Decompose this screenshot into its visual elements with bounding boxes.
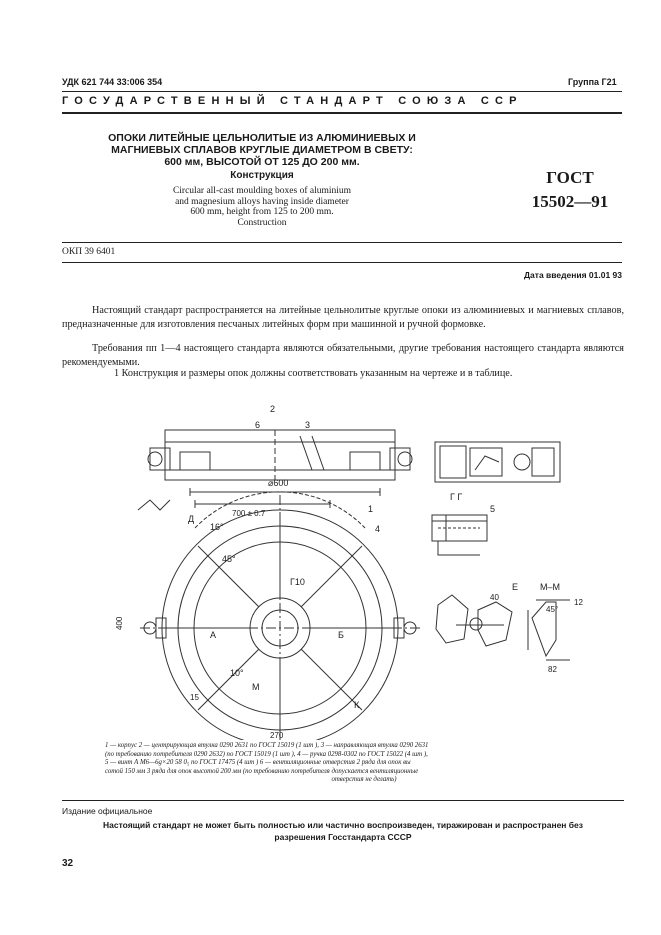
state-standard-banner: ГОСУДАРСТВЕННЫЙ СТАНДАРТ СОЮЗА ССР xyxy=(62,95,523,107)
label-400: 400 xyxy=(115,616,124,630)
side-elevation-view xyxy=(138,430,412,510)
introduction-date: Дата введения 01.01 93 xyxy=(524,270,622,280)
label-dim-270: 270 xyxy=(270,731,284,740)
title-line-3: 600 мм, ВЫСОТОЙ ОТ 125 ДО 200 мм. xyxy=(164,156,360,168)
label-d600: ⌀600 xyxy=(268,478,289,488)
header-rule-bottom xyxy=(62,112,622,114)
label-dim-82: 82 xyxy=(548,665,557,674)
english-title xyxy=(62,186,462,228)
label-section-gg: Г Г xyxy=(450,492,463,502)
label-dim-40: 40 xyxy=(490,593,499,602)
english-title-line-4: Construction xyxy=(237,217,287,228)
label-section-mm: М–М xyxy=(540,582,560,592)
copyright-line-2: разрешения Госстандарта СССР xyxy=(274,832,412,842)
label-d700: 700 ± 0.7 xyxy=(232,509,266,518)
okp-rule xyxy=(62,262,622,263)
title-subheading: Конструкция xyxy=(230,170,294,181)
label-b: Б xyxy=(338,630,344,640)
detail-d-e-view xyxy=(436,595,512,646)
label-angle-10: 10° xyxy=(230,668,244,678)
caption-line-4: сотой 150 мм 3 ряда для опок высотой 200 мм (по требованию потребителя допускается вентиляционные xyxy=(105,767,419,775)
copyright-notice xyxy=(62,819,624,843)
label-num-2: 2 xyxy=(270,404,276,414)
label-num-6: 6 xyxy=(255,420,261,430)
english-title-line-3: 600 mm, height from 125 to 200 mm. xyxy=(190,207,334,217)
copyright-line-1: Настоящий стандарт не может быть полностью или частично воспроизведен, тиражирован и распространен без xyxy=(102,820,583,830)
label-e: Е xyxy=(512,582,519,592)
title-line-1: ОПОКИ ЛИТЕЙНЫЕ ЦЕЛЬНОЛИТЫЕ ИЗ АЛЮМИНИЕВЫХ И xyxy=(108,132,416,144)
label-g10: Г10 xyxy=(290,577,305,587)
title-rule xyxy=(62,242,622,243)
footer-rule xyxy=(62,800,624,801)
drawing-caption xyxy=(105,742,623,785)
label-num-1: 1 xyxy=(368,504,374,514)
label-dim-15: 15 xyxy=(190,693,199,702)
label-m: М xyxy=(252,682,260,692)
english-title-line-1: Circular all-cast moulding boxes of aluminium xyxy=(172,186,352,196)
paragraph-requirements: Требования пп 1—4 настоящего стандарта являются обязательными, другие требования настоящего стандарта являются рекомендуемыми. xyxy=(62,343,624,368)
paragraph-construction: 1 Конструкция и размеры опок должны соответствовать указанным на чертеже и в таблице. xyxy=(114,368,513,379)
page-number: 32 xyxy=(62,858,74,869)
header-rule-top xyxy=(62,91,622,92)
udk-code: УДК 621 744 33:006 354 xyxy=(62,77,163,87)
group-code: Группа Г21 xyxy=(568,77,617,87)
label-num-4: 4 xyxy=(375,524,381,534)
label-a: А xyxy=(210,630,217,640)
label-dim-12: 12 xyxy=(574,598,583,607)
label-num-3: 3 xyxy=(305,420,311,430)
section-g-g-view xyxy=(435,442,560,482)
label-angle-16: 16° xyxy=(210,522,224,532)
okp-code: ОКП 39 6401 xyxy=(62,247,116,257)
caption-line-3: 5 — винт А М6—6g×20 58 0₅ по ГОСТ 17475 (4 шт ) 6 — вентиляционные отверстия 2 ряда для опок вы xyxy=(105,759,411,767)
label-d: Д xyxy=(188,514,195,524)
english-title-line-2: and magnesium alloys having inside diameter xyxy=(175,196,349,207)
label-k: К xyxy=(354,700,360,710)
edition-note: Издание официальное xyxy=(62,806,153,816)
label-angle-45: 45° xyxy=(222,554,236,564)
caption-line-2: (по требованию потребителя 0290 2632) по ГОСТ 15019 (1 шт ), 4 — ручка 0298-0302 по ГОСТ 15022 (4 шт ), xyxy=(105,750,428,758)
label-num-5: 5 xyxy=(490,504,496,514)
paragraph-scope: Настоящий стандарт распространяется на литейные цельнолитые круглые опоки из алюминиевых и магниевых сплавов, предназначенные для изготовления песчаных литейных форм при машинной и ручной формовке. xyxy=(62,305,624,330)
document-title xyxy=(62,132,462,168)
gost-number: 15502—91 xyxy=(531,192,609,211)
caption-line-5: отверстия не делать) xyxy=(331,776,397,784)
detail-5-view xyxy=(432,515,487,555)
caption-line-1: 1 — корпус 2 — центрирующая втулка 0290 2631 по ГОСТ 15019 (1 шт ), 3 — направляющая втулка 0290 2631 xyxy=(105,742,429,749)
label-dim-45: 45° xyxy=(546,605,559,614)
gost-designation xyxy=(520,166,620,214)
gost-label: ГОСТ xyxy=(546,168,594,187)
moulding-box-drawing xyxy=(100,400,620,740)
title-line-2: МАГНИЕВЫХ СПЛАВОВ КРУГЛЫЕ ДИАМЕТРОМ В СВЕТУ: xyxy=(111,144,413,156)
